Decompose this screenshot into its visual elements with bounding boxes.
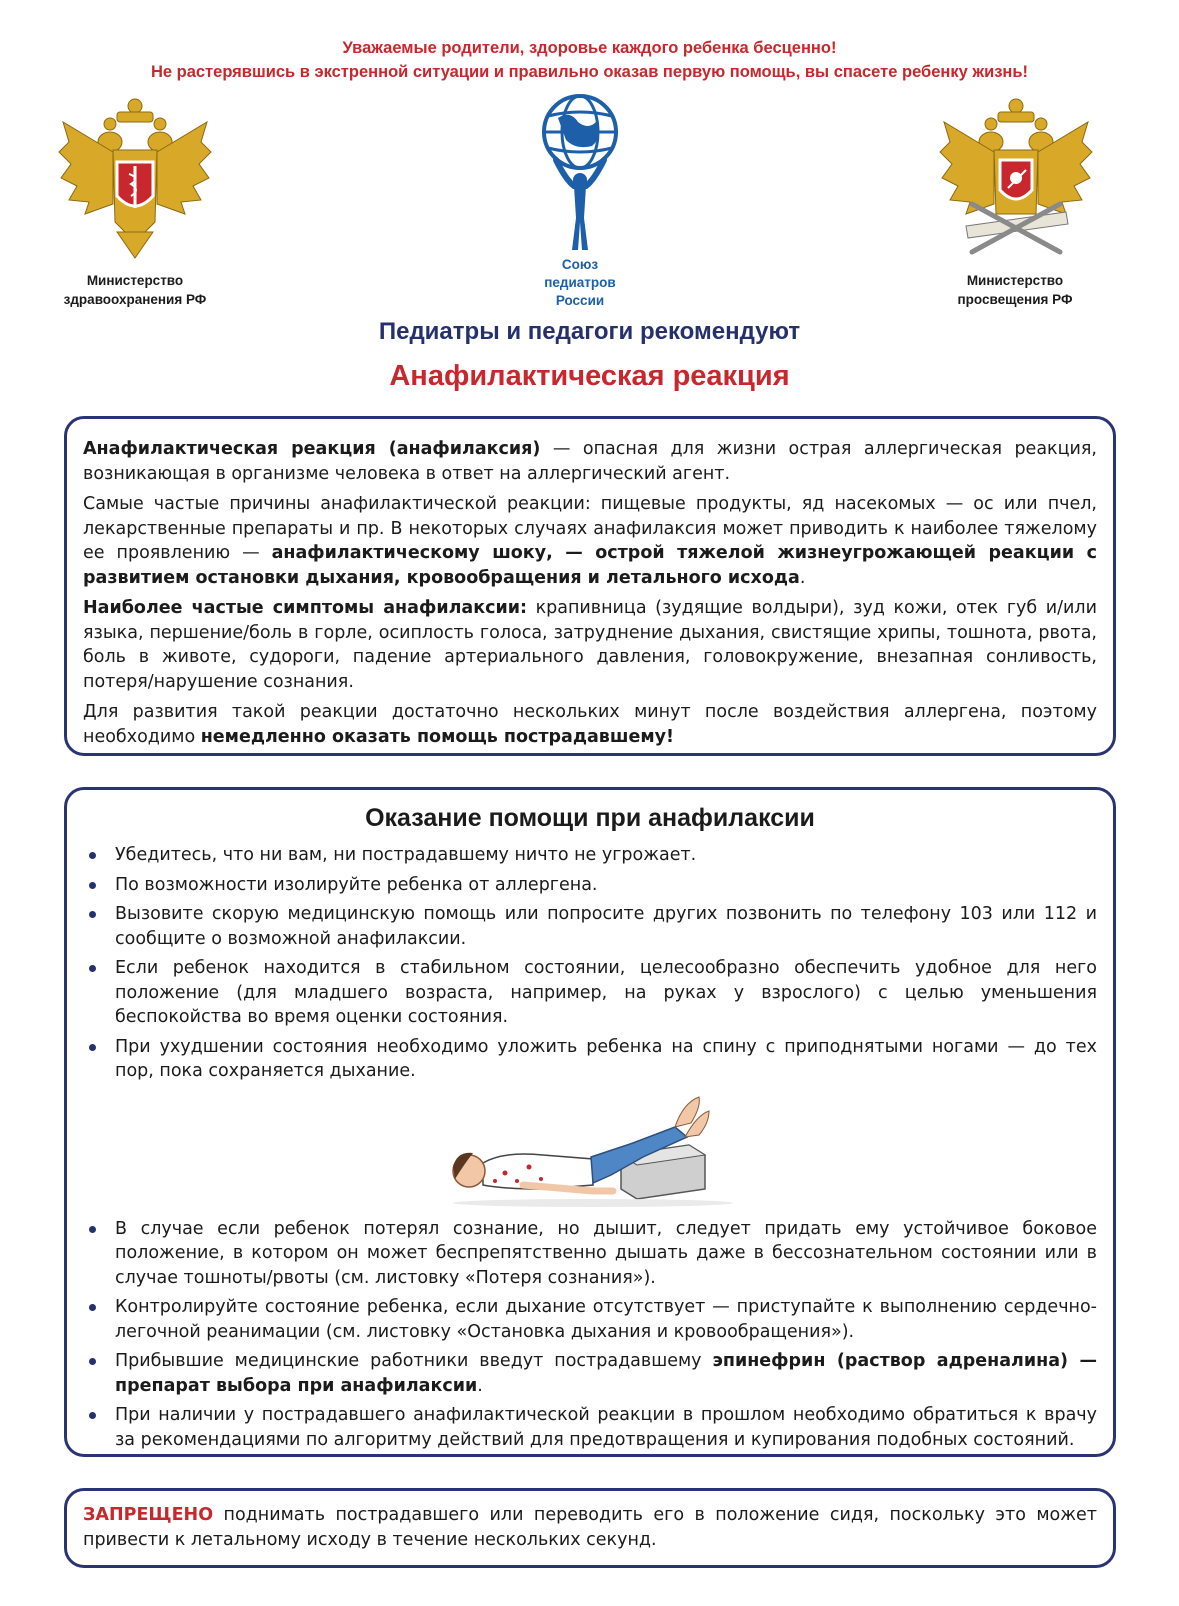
warning-text: ЗАПРЕЩЕНО поднимать пострадавшего или переводить его в положение сидя, поскольку это может привести к летальному исходу в течение нескольких секунд. xyxy=(83,1505,1097,1550)
list-item: В случае если ребенок потерял сознание, но дышит, следует придать ему устойчивое боковое положение, в котором он может беспрепятственно дышать даже в бессознательном состоянии или в случае тошноты/рвоты (см. листовку «Потеря сознания»). xyxy=(83,1217,1097,1291)
left-emblem-label: Министерство здравоохранения РФ xyxy=(63,273,207,307)
help-steps-list-bottom xyxy=(83,1217,1097,1453)
bullet-icon xyxy=(89,965,96,972)
bullet-icon xyxy=(89,882,96,889)
ministry-education-emblem xyxy=(936,92,1096,262)
bullet-icon xyxy=(89,1044,96,1051)
intro-box xyxy=(64,416,1116,756)
right-emblem-label: Министерство просвещения РФ xyxy=(957,273,1073,307)
center-logo-label: Союз педиатров России xyxy=(544,257,616,308)
bullet-icon xyxy=(89,1226,96,1233)
bullet-icon xyxy=(89,1304,96,1311)
list-item: Прибывшие медицинские работники введут пострадавшему эпинефрин (раствор адреналина) — препарат выбора при анафилаксии. xyxy=(83,1349,1097,1398)
intro-paragraph-causes: Самые частые причины анафилактической реакции: пищевые продукты, яд насекомых — ос или пчел, лекарственные препараты и пр. В некоторых случаях анафилаксия может приводить к наиболее тяжелому ее проявлению — анафилактическому шоку, — острой тяжелой жизнеугрожающей реакции с развитием остановки дыхания, кровообращения и летального исхода. xyxy=(83,494,1097,588)
ministry-health-emblem xyxy=(55,92,215,262)
page-title: Анафилактическая реакция xyxy=(389,360,790,392)
greeting-line-1: Уважаемые родители, здоровье каждого ребенка бесценно! xyxy=(342,39,837,57)
intro-paragraph-definition: Анафилактическая реакция (анафилаксия) — опасная для жизни острая аллергическая реакция, возникающая в организме человека в ответ на аллергический агент. xyxy=(83,439,1097,484)
help-section-title: Оказание помощи при анафилаксии xyxy=(365,804,815,832)
page-subtitle: Педиатры и педагоги рекомендуют xyxy=(378,318,801,345)
help-box xyxy=(64,787,1116,1457)
pediatricians-union-logo xyxy=(536,88,624,258)
help-steps-list-top xyxy=(83,843,1097,1084)
legs-raised-illustration xyxy=(83,1089,1097,1217)
list-item: Вызовите скорую медицинскую помощь или попросите других позвонить по телефону 103 или 112 и сообщите о возможной анафилаксии. xyxy=(83,902,1097,951)
intro-paragraph-urgency: Для развития такой реакции достаточно нескольких минут после воздействия аллергена, поэтому необходимо немедленно оказать помощь пострадавшему! xyxy=(83,702,1097,747)
greeting-line-2: Не растерявшись в экстренной ситуации и правильно оказав первую помощь, вы спасете ребенку жизнь! xyxy=(150,63,1029,81)
intro-paragraph-symptoms: Наиболее частые симптомы анафилаксии: крапивница (зудящие волдыри), зуд кожи, отек губ и/или языка, першение/боль в горле, осиплость голоса, затруднение дыхания, свистящие хрипы, тошнота, рвота, боль в животе, судороги, падение артериального давления, головокружение, внезапная сонливость, потеря/нарушение сознания. xyxy=(83,598,1097,692)
bullet-icon xyxy=(89,1412,96,1419)
list-item: При ухудшении состояния необходимо уложить ребенка на спину с приподнятыми ногами — до тех пор, пока сохраняется дыхание. xyxy=(83,1035,1097,1084)
warning-box xyxy=(64,1488,1116,1568)
bullet-icon xyxy=(89,852,96,859)
list-item: При наличии у пострадавшего анафилактической реакции в прошлом необходимо обратиться к врачу за рекомендациями по алгоритму действий для предотвращения и купирования подобных состояний. xyxy=(83,1403,1097,1452)
list-item: По возможности изолируйте ребенка от аллергена. xyxy=(83,873,1097,898)
list-item: Если ребенок находится в стабильном состоянии, целесообразно обеспечить удобное для него положение (для младшего возраста, например, на руках у взрослого) с целью уменьшения беспокойства во время оценки состояния. xyxy=(83,956,1097,1030)
bullet-icon xyxy=(89,911,96,918)
list-item: Контролируйте состояние ребенка, если дыхание отсутствует — приступайте к выполнению сердечно-легочной реанимации (см. листовку «Остановка дыхания и кровообращения»). xyxy=(83,1295,1097,1344)
list-item: Убедитесь, что ни вам, ни пострадавшему ничто не угрожает. xyxy=(83,843,1097,868)
bullet-icon xyxy=(89,1358,96,1365)
